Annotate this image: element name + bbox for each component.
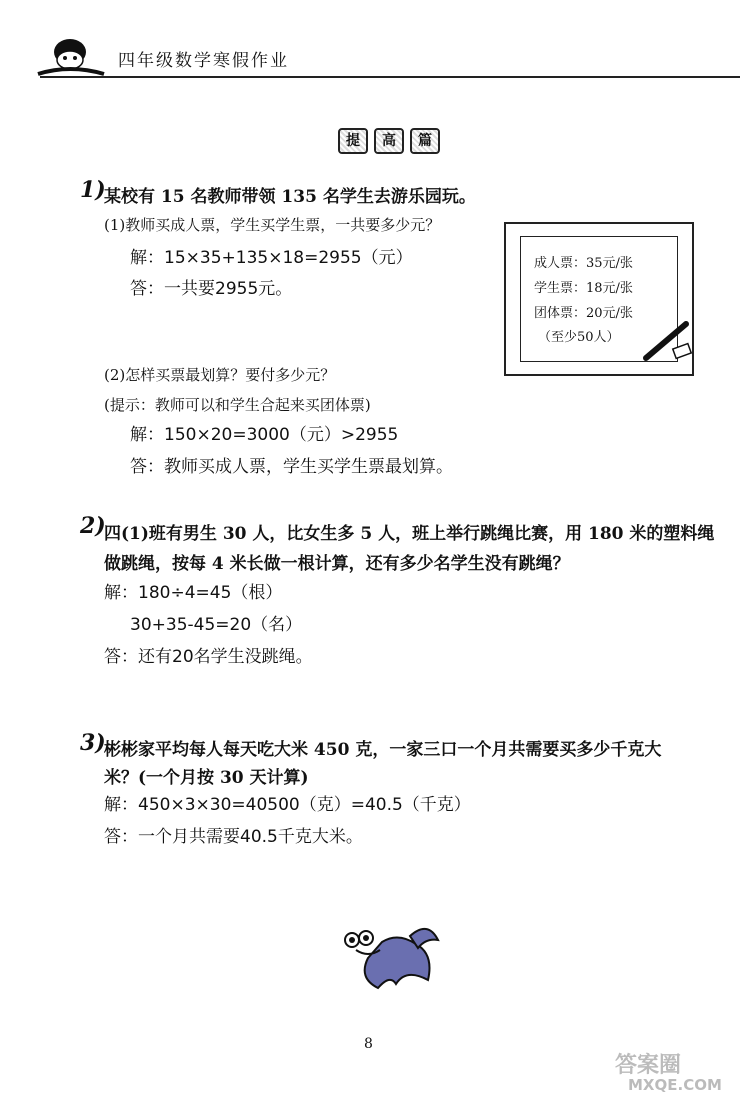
page-number: 8 — [364, 1036, 373, 1052]
section-char-2: 高 — [374, 128, 404, 154]
question-1-number: 1) — [80, 177, 106, 203]
section-char-3: 篇 — [410, 128, 440, 154]
question-1-part-1-solution: 解：15×35+135×18=2955（元） — [130, 248, 413, 268]
question-3-text-line-1: 彬彬家平均每人每天吃大米 450 克，一家三口一个月共需要买多少千克大 — [104, 740, 662, 760]
question-2-number: 2) — [80, 513, 106, 539]
question-2-solution-1: 解：180÷4=45（根） — [104, 583, 283, 603]
question-3-number: 3) — [80, 730, 106, 756]
section-badge — [338, 128, 440, 154]
chalk-icon — [640, 318, 696, 364]
header-rule — [40, 76, 740, 78]
question-1-part-2-solution: 解：150×20=3000（元）>2955 — [130, 425, 399, 445]
group-ticket-price: 团体票：20元/张 — [534, 306, 633, 321]
adult-ticket-price: 成人票：35元/张 — [534, 256, 633, 271]
question-2-answer: 答：还有20名学生没跳绳。 — [104, 647, 313, 667]
group-ticket-minimum: （至少50人） — [538, 330, 620, 345]
watermark-logo: 答案圈 — [615, 1053, 682, 1078]
watermark-url: MXQE.COM — [628, 1076, 722, 1094]
question-3-solution: 解：450×3×30=40500（克）=40.5（千克） — [104, 795, 471, 815]
header-title: 四年级数学寒假作业 — [118, 51, 289, 71]
question-1-part-1-answer: 答：一共要2955元。 — [130, 279, 293, 299]
question-3-text-line-2: 米？(一个月按 30 天计算) — [104, 768, 309, 788]
question-1-part-1: (1)教师买成人票，学生买学生票，一共要多少元？ — [104, 216, 441, 234]
question-1-text: 某校有 15 名教师带领 135 名学生去游乐园玩。 — [104, 187, 476, 207]
section-char-1: 提 — [338, 128, 368, 154]
bat-illustration-icon — [338, 918, 442, 994]
question-1-part-2: (2)怎样买票最划算？要付多少元？ — [104, 366, 336, 384]
question-2-text-line-2: 做跳绳，按每 4 米长做一根计算，还有多少名学生没有跳绳？ — [104, 554, 570, 574]
student-ticket-price: 学生票：18元/张 — [534, 281, 633, 296]
question-2-text-line-1: 四(1)班有男生 30 人，比女生多 5 人，班上举行跳绳比赛，用 180 米的塑料绳 — [104, 524, 715, 544]
question-1-part-2-hint: (提示：教师可以和学生合起来买团体票) — [104, 396, 371, 414]
question-3-answer: 答：一个月共需要40.5千克大米。 — [104, 827, 363, 847]
cartoon-head-icon — [36, 34, 106, 80]
question-2-solution-2: 30+35-45=20（名） — [130, 615, 303, 635]
question-1-part-2-answer: 答：教师买成人票，学生买学生票最划算。 — [130, 457, 453, 477]
